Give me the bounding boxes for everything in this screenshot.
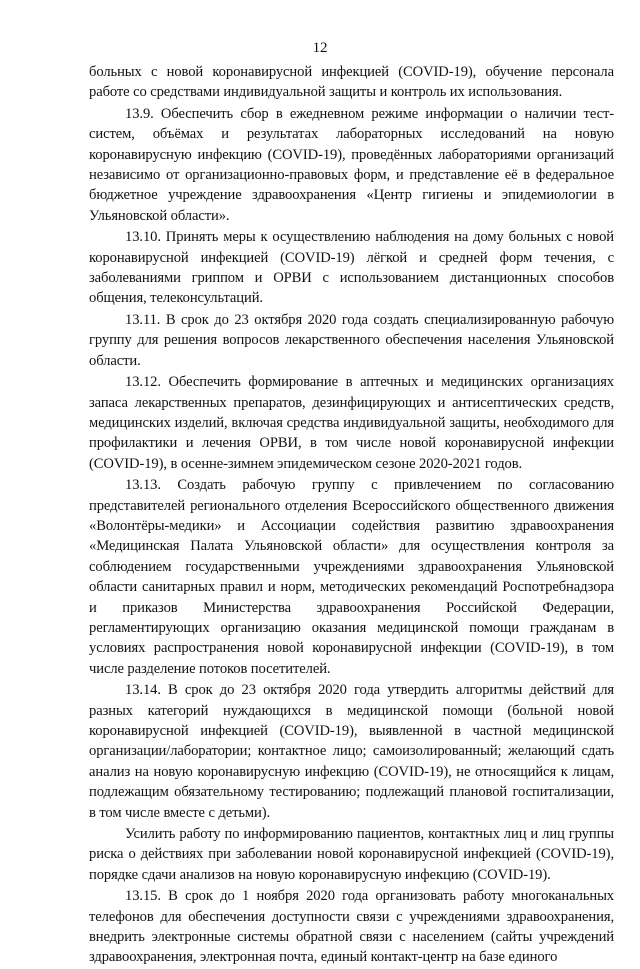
- paragraph-13-9: 13.9. Обеспечить сбор в ежедневном режиме информации о наличии тест-систем, объёмах и результатах лабораторных исследований на новую коронавирусную инфекцию (COVID-19), проведённых лабораториями организаций независимо от организационно-правовых форм, и представление её в федеральное бюджетное учреждение здравоохранения «Центр гигиены и эпидемиологии в Ульяновской области».: [89, 105, 614, 224]
- document-body: [89, 62, 614, 969]
- paragraph-13-11: 13.11. В срок до 23 октября 2020 года создать специализированную рабочую группу для решения вопросов лекарственного обеспечения населения Ульяновской области.: [89, 311, 614, 369]
- paragraph-13-13: 13.13. Создать рабочую группу с привлечением по согласованию представителей регионального отделения Всероссийского общественного движения «Волонтёры-медики» и Ассоциации содействия развитию здравоохранения «Медицинская Палата Ульяновской области» для осуществления контроля за соблюдением государственными учреждениями здравоохранения Ульяновской области санитарных правил и норм, методических рекомендаций Роспотребнадзора и приказов Министерства здравоохранения Российской Федерации, регламентирующих организацию оказания медицинской помощи гражданам в условиях распространения новой коронавирусной инфекции (COVID-19), в том числе разделение потоков посетителей.: [89, 477, 614, 677]
- page-number: 12: [312, 40, 328, 56]
- paragraph-13-15: 13.15. В срок до 1 ноября 2020 года организовать работу многоканальных телефонов для обеспечения доступности связи с учреждениями здравоохранения, внедрить электронные системы обратной связи с населением (сайты учреждений здравоохранения, электронная почта, единый контакт-центр на базе единого: [89, 888, 614, 966]
- paragraph-inform: Усилить работу по информированию пациентов, контактных лиц и лиц группы риска о действиях при заболевании новой коронавирусной инфекцией (COVID-19), порядке сдачи анализов на новую коронавирусную инфекцию (COVID-19).: [89, 826, 614, 883]
- paragraph-13-12: 13.12. Обеспечить формирование в аптечных и медицинских организациях запаса лекарственных препаратов, дезинфицирующих и антисептических средств, медицинских изделий, включая средства индивидуальной защиты, необходимого для профилактики и лечения ОРВИ, в том числе новой коронавирусной инфекции (COVID-19), в осенне-зимнем эпидемическом сезоне 2020-2021 годов.: [89, 374, 614, 472]
- paragraph-13-14: 13.14. В срок до 23 октября 2020 года утвердить алгоритмы действий для разных категорий нуждающихся в медицинской помощи (больной новой коронавирусной инфекцией (COVID-19), выявленной в частной медицинской организации/лаборатории; контактное лицо; самоизолированный; желающий сдать анализ на новую коронавирусную инфекцию (COVID-19), не относящийся к лицам, подлежащим обязательному тестированию; подлежащий плановой госпитализации, в том числе вместе с детьми).: [89, 682, 614, 821]
- paragraph-continued: больных с новой коронавирусной инфекцией (COVID-19), обучение персонала работе со средствами индивидуальной защиты и контроль их использования.: [89, 64, 614, 101]
- paragraph-13-10: 13.10. Принять меры к осуществлению наблюдения на дому больных с новой коронавирусной инфекцией (COVID-19) лёгкой и средней форм течения, с заболеваниями гриппом и ОРВИ с использованием дистанционных способов общения, телеконсультаций.: [89, 229, 614, 307]
